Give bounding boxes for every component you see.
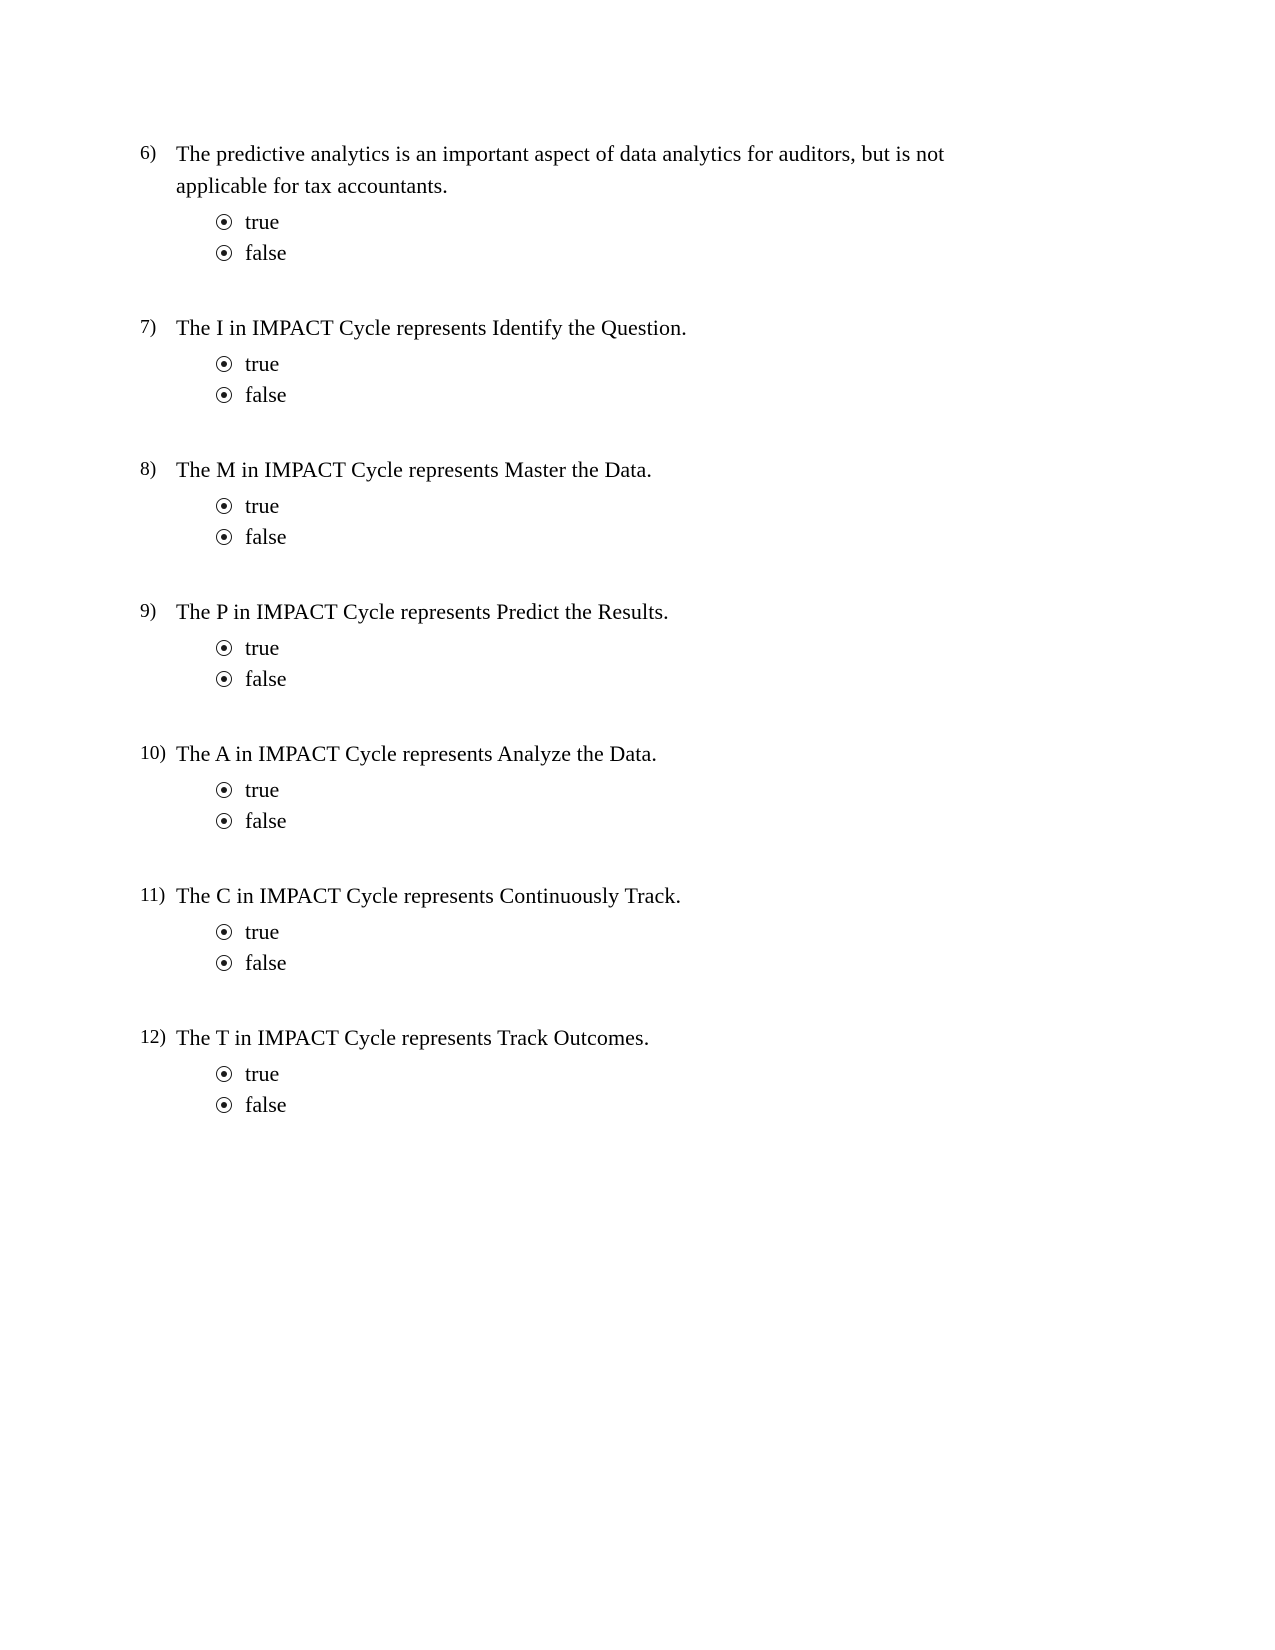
radio-button-icon[interactable] bbox=[216, 955, 232, 971]
option-true[interactable] bbox=[216, 206, 1040, 237]
option-label: false bbox=[245, 949, 287, 975]
option-label: true bbox=[245, 1060, 280, 1086]
option-false[interactable] bbox=[216, 1089, 1040, 1120]
option-true[interactable] bbox=[216, 348, 1040, 379]
option-label: false bbox=[245, 665, 287, 691]
answer-options bbox=[140, 916, 1040, 978]
option-label: true bbox=[245, 208, 280, 234]
radio-button-icon[interactable] bbox=[216, 214, 232, 230]
question-text: The A in IMPACT Cycle represents Analyze the Data. bbox=[176, 741, 657, 766]
question-item bbox=[140, 1022, 1040, 1120]
option-label: false bbox=[245, 523, 287, 549]
question-stem bbox=[140, 738, 1040, 770]
question-number: 6) bbox=[140, 143, 157, 164]
question-number: 7) bbox=[140, 317, 157, 338]
question-stem bbox=[140, 880, 1040, 912]
radio-button-icon[interactable] bbox=[216, 782, 232, 798]
radio-button-icon[interactable] bbox=[216, 1066, 232, 1082]
question-text: The P in IMPACT Cycle represents Predict the Results. bbox=[176, 599, 669, 624]
question-number: 8) bbox=[140, 459, 157, 480]
option-label: true bbox=[245, 350, 280, 376]
question-number: 12) bbox=[140, 1027, 166, 1048]
option-label: false bbox=[245, 1091, 287, 1117]
question-item bbox=[140, 454, 1040, 552]
answer-options bbox=[140, 1058, 1040, 1120]
radio-button-icon[interactable] bbox=[216, 387, 232, 403]
radio-button-icon[interactable] bbox=[216, 640, 232, 656]
question-item bbox=[140, 138, 1040, 268]
option-label: false bbox=[245, 381, 287, 407]
option-label: true bbox=[245, 634, 280, 660]
question-stem bbox=[140, 1022, 1040, 1054]
question-stem bbox=[140, 312, 1040, 344]
radio-button-icon[interactable] bbox=[216, 498, 232, 514]
option-label: true bbox=[245, 776, 280, 802]
answer-options bbox=[140, 206, 1040, 268]
answer-options bbox=[140, 632, 1040, 694]
question-number: 11) bbox=[140, 885, 166, 906]
option-false[interactable] bbox=[216, 663, 1040, 694]
option-label: true bbox=[245, 492, 280, 518]
option-true[interactable] bbox=[216, 774, 1040, 805]
question-item bbox=[140, 596, 1040, 694]
question-list bbox=[140, 138, 1040, 1164]
question-stem bbox=[140, 596, 1040, 628]
option-true[interactable] bbox=[216, 916, 1040, 947]
question-item bbox=[140, 312, 1040, 410]
radio-button-icon[interactable] bbox=[216, 245, 232, 261]
option-true[interactable] bbox=[216, 490, 1040, 521]
answer-options bbox=[140, 490, 1040, 552]
radio-button-icon[interactable] bbox=[216, 529, 232, 545]
option-false[interactable] bbox=[216, 947, 1040, 978]
question-stem bbox=[140, 138, 1040, 202]
option-true[interactable] bbox=[216, 632, 1040, 663]
option-false[interactable] bbox=[216, 237, 1040, 268]
option-true[interactable] bbox=[216, 1058, 1040, 1089]
option-label: true bbox=[245, 918, 280, 944]
question-text: The C in IMPACT Cycle represents Continuously Track. bbox=[176, 883, 682, 908]
option-false[interactable] bbox=[216, 521, 1040, 552]
question-item bbox=[140, 880, 1040, 978]
option-false[interactable] bbox=[216, 379, 1040, 410]
question-number: 9) bbox=[140, 601, 157, 622]
question-text: The T in IMPACT Cycle represents Track Outcomes. bbox=[176, 1025, 650, 1050]
radio-button-icon[interactable] bbox=[216, 924, 232, 940]
radio-button-icon[interactable] bbox=[216, 813, 232, 829]
answer-options bbox=[140, 774, 1040, 836]
question-number: 10) bbox=[140, 743, 166, 764]
answer-options bbox=[140, 348, 1040, 410]
question-item bbox=[140, 738, 1040, 836]
question-text: The I in IMPACT Cycle represents Identify the Question. bbox=[176, 315, 687, 340]
radio-button-icon[interactable] bbox=[216, 356, 232, 372]
question-stem bbox=[140, 454, 1040, 486]
radio-button-icon[interactable] bbox=[216, 671, 232, 687]
option-label: false bbox=[245, 807, 287, 833]
radio-button-icon[interactable] bbox=[216, 1097, 232, 1113]
option-label: false bbox=[245, 239, 287, 265]
question-text: The predictive analytics is an important aspect of data analytics for auditors, but is not applicable for tax accountants. bbox=[176, 141, 945, 198]
question-text: The M in IMPACT Cycle represents Master the Data. bbox=[176, 457, 652, 482]
option-false[interactable] bbox=[216, 805, 1040, 836]
